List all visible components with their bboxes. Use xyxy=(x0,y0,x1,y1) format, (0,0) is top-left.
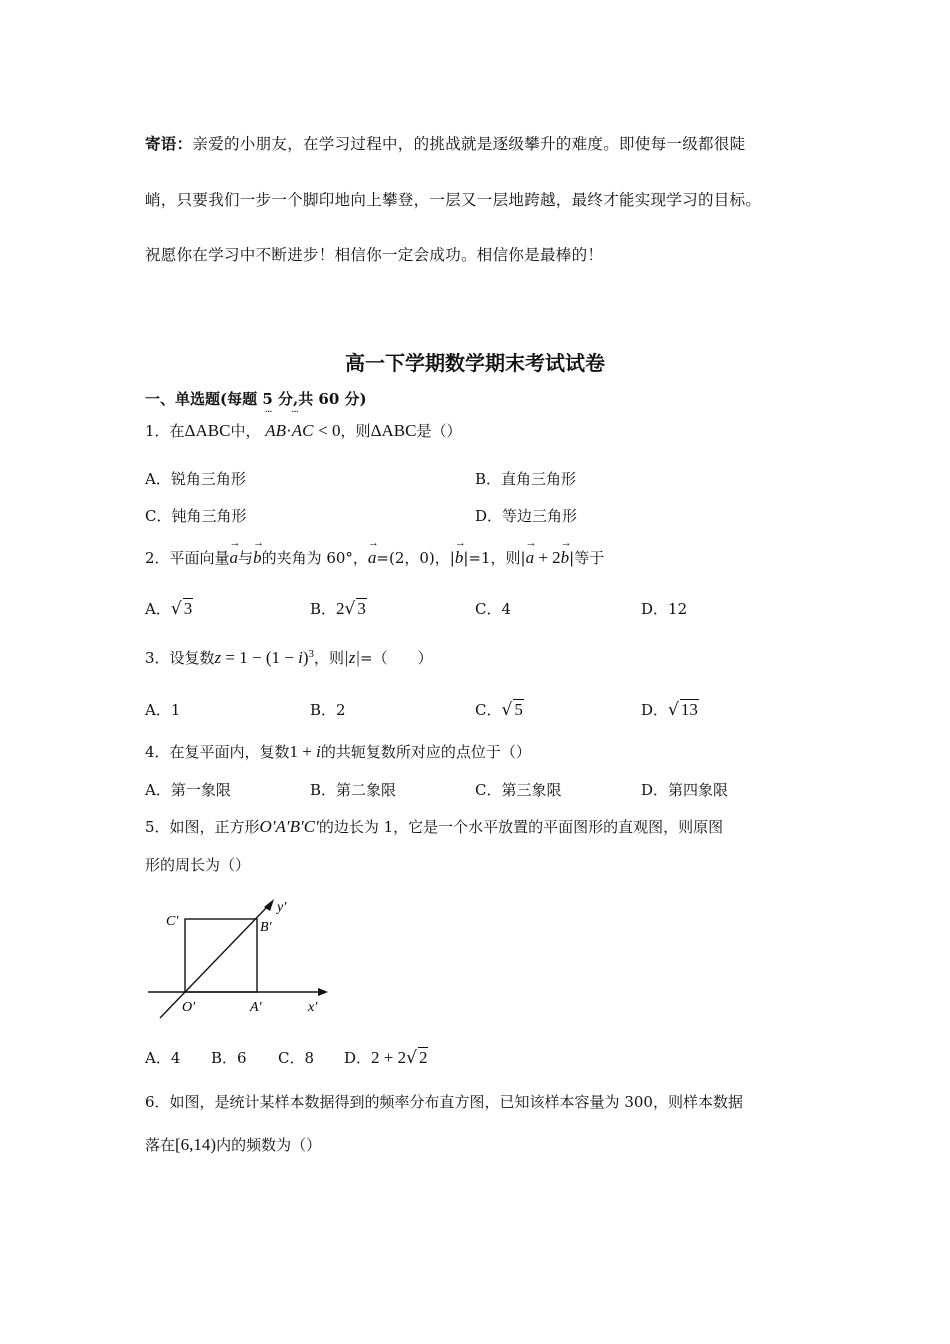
q3-option-a[interactable] xyxy=(145,699,180,720)
q1-option-a[interactable] xyxy=(145,468,246,489)
label-y: y′ xyxy=(277,900,287,915)
q5-option-a[interactable] xyxy=(145,1047,180,1068)
question-4 xyxy=(145,741,531,762)
option-text: 第四象限 xyxy=(668,781,729,799)
question-2 xyxy=(145,547,604,568)
q3-var-z: z xyxy=(214,648,222,667)
question-5-line-1 xyxy=(145,816,723,837)
label-o: O′ xyxy=(182,1000,196,1015)
coefficient: 2 xyxy=(336,599,345,618)
q2-option-d[interactable] xyxy=(641,598,687,619)
q3-close-paren: ) xyxy=(302,648,309,667)
q3-option-c[interactable] xyxy=(475,699,524,720)
section-heading: 一、单选题(每题 5 分,共 60 分) xyxy=(145,390,367,408)
option-key: C． xyxy=(475,701,502,719)
q1-triangle-2: ΔABC xyxy=(370,421,417,440)
option-key: A． xyxy=(145,781,171,799)
q2-text: 与 xyxy=(238,549,254,567)
q2-text-end: |等于 xyxy=(569,549,605,567)
option-text: 第二象限 xyxy=(336,781,397,799)
option-key: C． xyxy=(278,1049,305,1067)
label-c: C′ xyxy=(166,914,179,929)
label-a: A′ xyxy=(250,1000,262,1015)
sqrt-sign: √ xyxy=(668,700,679,720)
option-text: 锐角三角形 xyxy=(170,470,246,488)
q4-option-a[interactable] xyxy=(145,779,231,800)
exam-title: 高一下学期数学期末考试试卷 xyxy=(345,351,605,375)
q1-option-b[interactable] xyxy=(475,468,576,489)
radicand: 2 xyxy=(418,1048,428,1067)
q1-inequality: < 0 xyxy=(318,421,341,440)
label-x: x′ xyxy=(308,1000,318,1015)
q4-option-d[interactable] xyxy=(641,779,728,800)
option-key: D． xyxy=(475,507,503,525)
q1-text-end: 是（） xyxy=(416,422,462,440)
question-1 xyxy=(145,420,461,441)
question-5-line-2: 形的周长为（） xyxy=(145,856,251,874)
q1-number: 1．在 xyxy=(145,422,185,440)
option-text: 直角三角形 xyxy=(501,470,577,488)
q5-option-d[interactable] xyxy=(344,1047,428,1068)
q2-vector-b: → b xyxy=(253,548,262,568)
option-text: 4 xyxy=(501,600,512,618)
option-text: 2 xyxy=(336,701,346,719)
option-key: C． xyxy=(475,781,502,799)
option-text: 第一象限 xyxy=(170,781,231,799)
q3-abs-z: |z| xyxy=(344,648,360,667)
q3-number: 3．设复数 xyxy=(145,649,215,667)
q5-number: 5．如图，正方形 xyxy=(145,818,260,836)
q5-text: 的边长为 1，它是一个水平放置的平面图形的直观图，则原图 xyxy=(318,818,724,836)
option-key: D． xyxy=(641,701,669,719)
q6-interval: [6,14) xyxy=(175,1135,217,1154)
option-key: C． xyxy=(475,600,502,618)
q4-var-i: i xyxy=(316,742,321,761)
option-text: 2 + 2 xyxy=(371,1048,407,1067)
q1-text-2: ，则 xyxy=(340,422,371,440)
radicand: 3 xyxy=(183,599,193,618)
option-text: 12 xyxy=(668,600,688,618)
q2-value-text: =(2，0)，| xyxy=(376,549,455,567)
radicand: 5 xyxy=(514,700,523,719)
q2-option-c[interactable] xyxy=(475,598,511,619)
q1-vector-ab: ¨¨ AB xyxy=(265,421,286,441)
option-text: 8 xyxy=(304,1049,315,1067)
intro-text-1: 亲爱的小朋友，在学习过程中，的挑战就是逐级攀升的难度。即使每一级都很陡 xyxy=(192,135,746,153)
q2-value-text-2: |=1，则| xyxy=(463,549,526,567)
option-text: 6 xyxy=(237,1049,247,1067)
option-key: A． xyxy=(145,701,171,719)
option-key: B． xyxy=(310,781,337,799)
q3-text: ，则 xyxy=(314,649,345,667)
sqrt-sign: √ xyxy=(344,599,356,619)
q4-option-c[interactable] xyxy=(475,779,562,800)
option-key: A． xyxy=(145,600,171,618)
sqrt-sign: √ xyxy=(501,700,513,720)
option-key: D． xyxy=(641,600,669,618)
intro-line-1 xyxy=(145,132,745,154)
option-key: B． xyxy=(211,1049,238,1067)
q6-text: 落在 xyxy=(145,1136,176,1154)
q2-expr-b: → b xyxy=(561,548,570,568)
q6-text-end: 内的频数为（） xyxy=(216,1136,322,1154)
option-text: 钝角三角形 xyxy=(171,507,247,525)
q5-option-c[interactable] xyxy=(278,1047,314,1068)
radicand: 3 xyxy=(357,599,366,618)
q1-option-c[interactable] xyxy=(145,505,247,526)
q1-text: 中， xyxy=(230,422,261,440)
option-text: 等边三角形 xyxy=(502,507,578,525)
q3-text-end: =（ ） xyxy=(360,649,433,667)
option-key: B． xyxy=(475,470,502,488)
x-axis-arrow xyxy=(318,988,328,996)
q2-angle-text: 的夹角为 60°， xyxy=(261,549,368,567)
label-b: B′ xyxy=(260,920,272,935)
q3-var-i: i xyxy=(298,648,303,667)
q2-vector-b-2: → b xyxy=(455,548,464,568)
q3-expression: = 1 − (1 − xyxy=(221,648,299,667)
q5-square-name: O′A′B′C′ xyxy=(259,817,319,836)
radicand: 13 xyxy=(680,700,698,719)
option-key: C． xyxy=(145,507,172,525)
q2-option-a[interactable] xyxy=(145,598,193,619)
option-key: D． xyxy=(641,781,669,799)
q2-expr-a: → a xyxy=(526,548,535,568)
option-text: 第三象限 xyxy=(501,781,562,799)
q3-exponent: 3 xyxy=(308,648,315,660)
option-key: D． xyxy=(344,1049,372,1067)
q5-option-b[interactable] xyxy=(211,1047,247,1068)
option-key: B． xyxy=(310,600,337,618)
option-key: A． xyxy=(145,1049,171,1067)
q4-text-end: 的共轭复数所对应的点位于（） xyxy=(320,743,531,761)
q2-vector-a: → a xyxy=(230,548,239,568)
option-key: A． xyxy=(145,470,171,488)
q2-number: 2．平面向量 xyxy=(145,549,230,567)
q1-vector-ac: ¨¨ AC xyxy=(292,421,314,441)
intro-line-3: 祝愿你在学习中不断进步！相信你一定会成功。相信你是最棒的！ xyxy=(145,246,604,264)
question-3 xyxy=(145,647,433,668)
q3-option-d[interactable] xyxy=(641,699,699,720)
q4-expression: 1 + xyxy=(289,742,317,761)
q2-expr-plus: + 2 xyxy=(534,548,561,567)
sqrt-sign: √ xyxy=(170,599,182,619)
q2-option-b[interactable] xyxy=(310,598,367,619)
question-6-line-2 xyxy=(145,1134,321,1155)
q4-option-b[interactable] xyxy=(310,779,396,800)
intro-line-2: 峭，只要我们一步一个脚印地向上攀登，一层又一层地跨越，最终才能实现学习的目标。 xyxy=(145,191,762,209)
q3-option-b[interactable] xyxy=(310,699,346,720)
sqrt-sign: √ xyxy=(406,1048,417,1068)
option-text: 1 xyxy=(170,701,181,719)
q5-figure xyxy=(140,893,340,1028)
q1-dot: · xyxy=(286,421,292,440)
q1-triangle: ΔABC xyxy=(184,421,231,440)
q4-number: 4．在复平面内，复数 xyxy=(145,743,290,761)
q1-option-d[interactable] xyxy=(475,505,577,526)
question-6-line-1: 6．如图，是统计某样本数据得到的频率分布直方图，已知该样本容量为 300，则样本数据 xyxy=(145,1093,743,1111)
option-text: 4 xyxy=(170,1049,181,1067)
intro-label: 寄语： xyxy=(145,134,193,153)
q2-vector-a-2: → a xyxy=(368,548,377,568)
option-key: B． xyxy=(310,701,337,719)
